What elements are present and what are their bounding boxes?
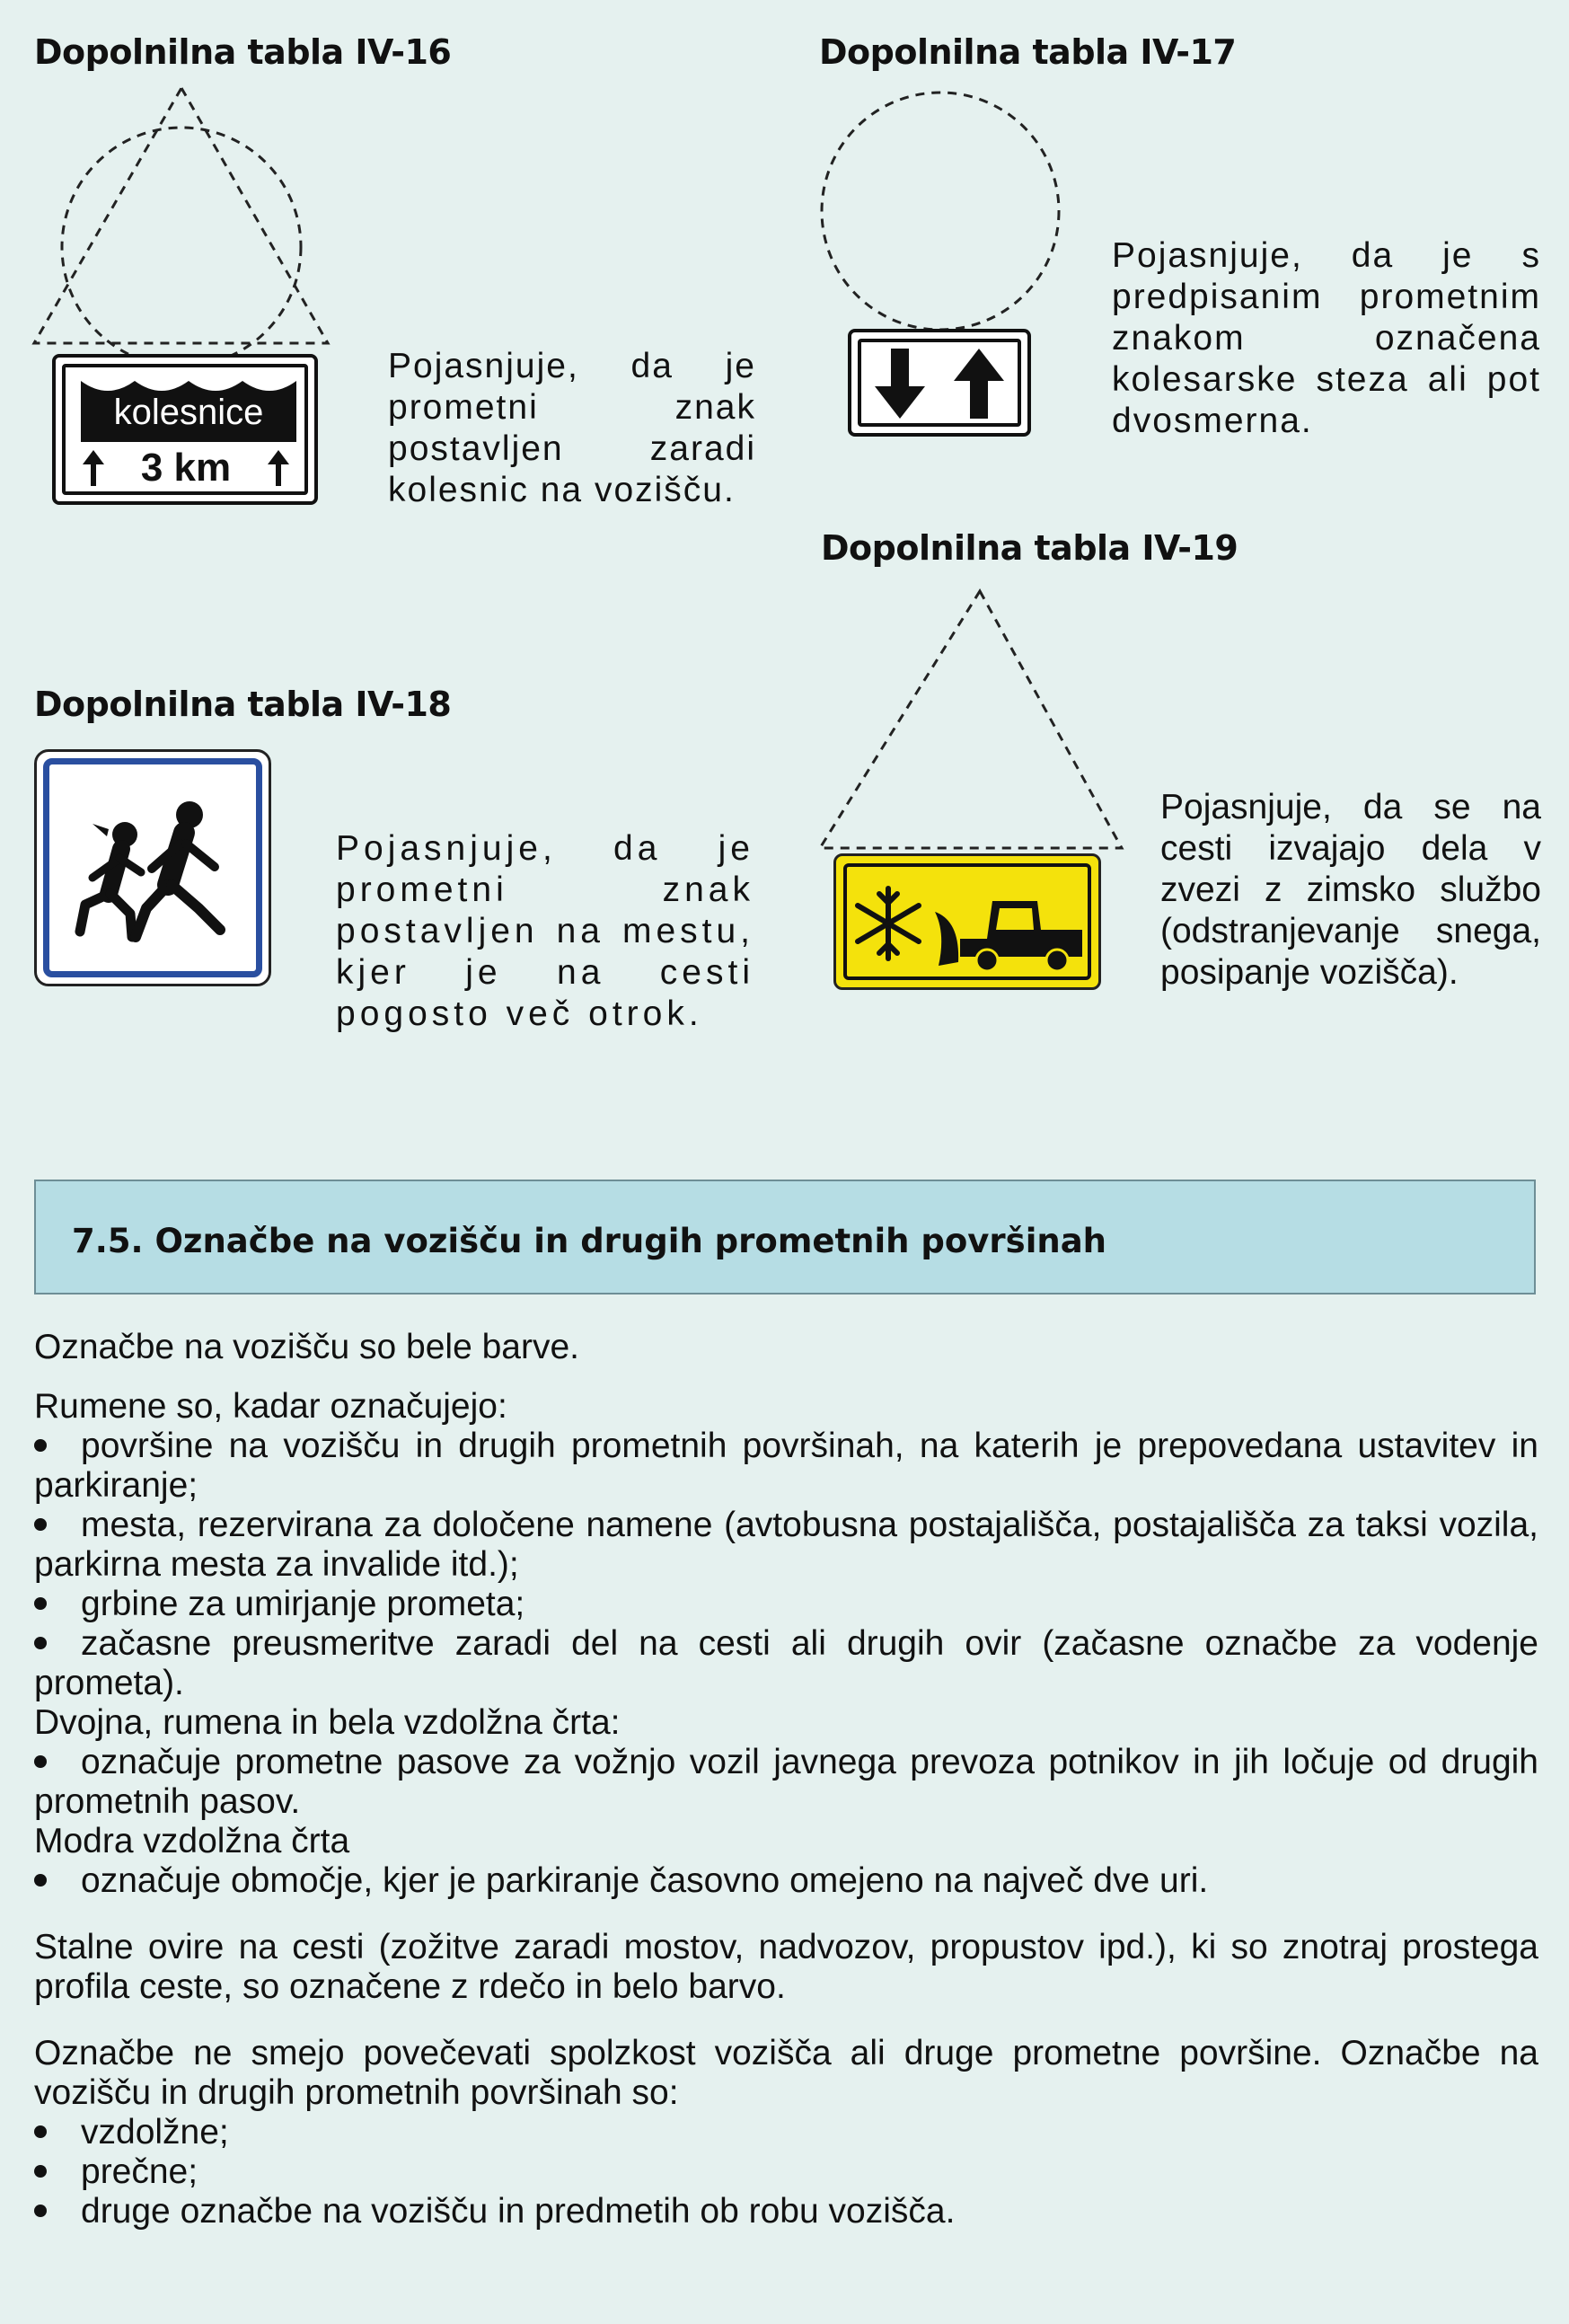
dashed-circle-outline [817, 90, 1069, 332]
double-line-lead: Dvojna, rumena in bela vzdolžna črta: [34, 1703, 621, 1742]
sign-iv17-title: Dopolnilna tabla IV-17 [819, 32, 1237, 72]
sign-iv16-description: Pojasnjuje, da je prometni znak postavljen zaradi kolesnic na vozišču. [388, 347, 756, 509]
section-header-bar [34, 1180, 1536, 1295]
yellow-lead: Rumene so, kadar označujejo: [34, 1387, 507, 1426]
dashed-triangle-outline [27, 81, 341, 350]
sign-iv19-title: Dopolnilna tabla IV-19 [821, 528, 1238, 568]
section-body [34, 1328, 1538, 2231]
list-item: označuje prometne pasove za vožnjo vozil javnega prevoza potnikov in jih ločuje od drugih prometnih pasov. [34, 1743, 1538, 1821]
sign-iv17-description: Pojasnjuje, da je s predpisanim prometnim znakom označena kolesarske steza ali pot dvosmerna. [1112, 236, 1541, 440]
list-item: druge označbe na vozišču in predmetih ob robu vozišča. [34, 2192, 1538, 2231]
obstacles-text: Stalne ovire na cesti (zožitve zaradi mostov, nadvozov, propustov ipd.), ki so znotraj prostega profila ceste, so označene z rdečo in belo barvo. [34, 1928, 1538, 2006]
snowplow-icon [852, 876, 1088, 971]
sign-iv16-title: Dopolnilna tabla IV-16 [34, 32, 452, 72]
blue-line-lead: Modra vzdolžna črta [34, 1822, 350, 1860]
dashed-triangle-outline [813, 586, 1127, 855]
sign-iv16-plate [52, 354, 318, 505]
list-item: prečne; [34, 2152, 1538, 2192]
sign-iv19-description: Pojasnjuje, da se na cesti izvajajo dela v zvezi z zimsko službo (odstranjevanje snega, posipanje vozišča). [1160, 788, 1541, 992]
arrow-up-icon [268, 450, 289, 486]
section-title: 7.5. Označbe na vozišču in drugih prometnih površinah [72, 1222, 1107, 1260]
two-way-arrows-icon [873, 349, 1008, 419]
sign-iv18-title: Dopolnilna tabla IV-18 [34, 685, 452, 724]
sign-iv18-plate [34, 749, 271, 986]
list-item: vzdolžne; [34, 2113, 1538, 2152]
plate-word: kolesnice [113, 393, 264, 432]
sign-iv19-plate [833, 853, 1101, 990]
arrow-up-icon [83, 450, 104, 486]
sign-iv18-description: Pojasnjuje, da je prometni znak postavljen na mestu, kjer je na cesti pogosto več otrok. [336, 829, 754, 1033]
children-icon [55, 797, 252, 959]
sign-iv17-plate [848, 329, 1031, 437]
plate-distance: 3 km [140, 446, 232, 490]
list-item: mesta, rezervirana za določene namene (avtobusna postajališča, postajališča za taksi vozila, parkirna mesta za invalide itd.); [34, 1506, 1538, 1584]
intro-text: Označbe na vozišču so bele barve. [34, 1328, 580, 1366]
list-item: označuje območje, kjer je parkiranje časovno omejeno na največ dve uri. [34, 1861, 1538, 1901]
list-item: grbine za umirjanje prometa; [34, 1585, 1538, 1624]
list-item: začasne preusmeritve zaradi del na cesti ali drugih ovir (začasne označbe za vodenje prometa). [34, 1624, 1538, 1702]
list-item: površine na vozišču in drugih prometnih površinah, na katerih je prepovedana ustavitev in parkiranje; [34, 1427, 1538, 1505]
slipperiness-text: Označbe ne smejo povečevati spolzkost vozišča ali druge prometne površine. Označbe na vozišču in drugih prometnih površinah so: [34, 2034, 1538, 2112]
